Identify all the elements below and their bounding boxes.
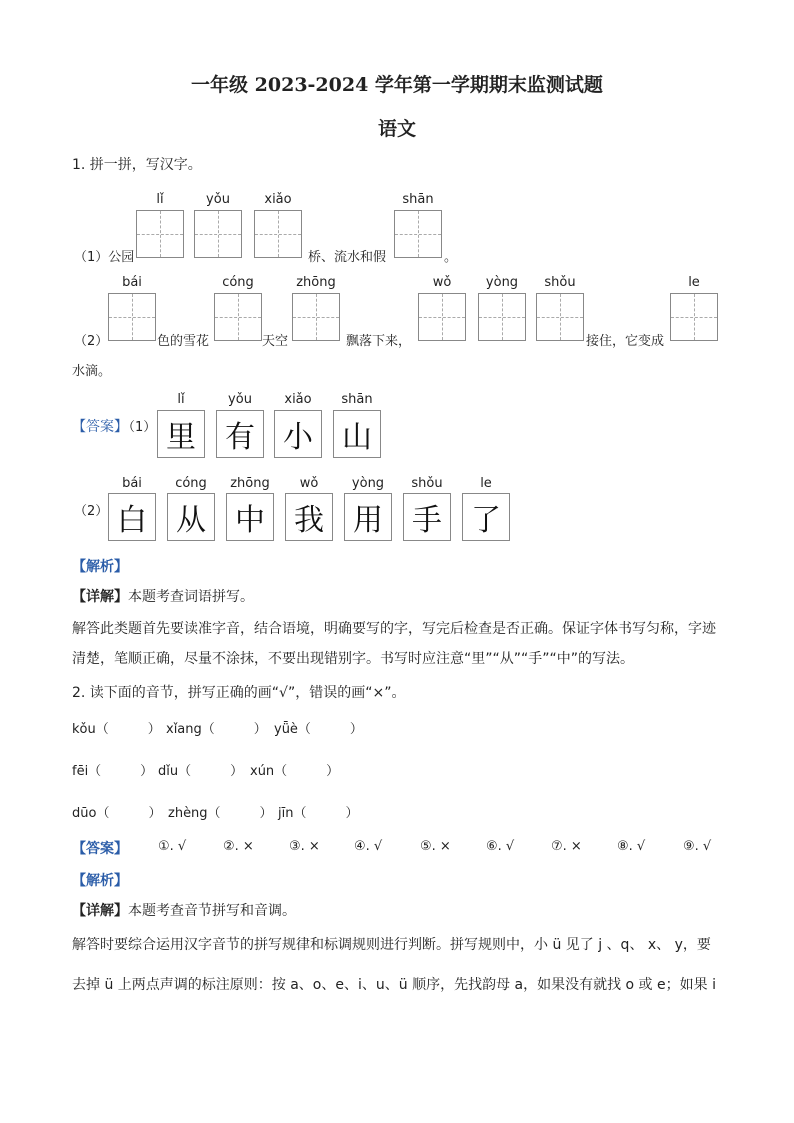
detail-line <box>72 900 296 920</box>
answer-pinyin: yǒu <box>228 392 252 407</box>
page-title: 一年级 2023-2024 学年第一学期期末监测试题 <box>191 74 603 96</box>
writing-grid[interactable] <box>670 293 718 341</box>
q2-item: dūo（ ） <box>72 806 162 821</box>
q2-item: yǖè（ ） <box>274 722 363 737</box>
answer-char: 我 <box>294 503 324 538</box>
answer-char: 中 <box>235 503 265 538</box>
explain-text: 解答时要综合运用汉字音节的拼写规律和标调规则进行判断。拼写规则中，小 ü 见了 j 、q、 x、 y，要 <box>72 937 711 953</box>
detail-text: 本题考查音节拼写和音调。 <box>128 903 296 919</box>
q2-answer: ⑨. √ <box>683 839 712 854</box>
answer-pinyin: xiǎo <box>284 392 312 407</box>
q2-item: zhèng（ ） <box>168 806 273 821</box>
answer-pinyin: shān <box>341 392 373 407</box>
writing-grid[interactable] <box>292 293 340 341</box>
answer-pinyin: cóng <box>175 476 207 491</box>
q1-line2-text: 飘落下来， <box>346 334 412 349</box>
writing-grid[interactable] <box>418 293 466 341</box>
q1-stem: 1. 拼一拼，写汉字。 <box>72 157 202 173</box>
q2-stem: 2. 读下面的音节，拼写正确的画“√”，错误的画“×”。 <box>72 685 406 701</box>
writing-grid[interactable] <box>394 210 442 258</box>
answer-char-box <box>226 493 274 541</box>
q1-pinyin: cóng <box>222 275 254 290</box>
answer-pinyin: lǐ <box>177 392 185 407</box>
writing-grid[interactable] <box>478 293 526 341</box>
q2-answer: ⑧. √ <box>617 839 646 854</box>
detail-label: 【详解】 <box>72 589 128 605</box>
answer-pinyin: bái <box>122 476 142 491</box>
q2-item: xǐang（ ） <box>166 722 267 737</box>
writing-grid[interactable] <box>194 210 242 258</box>
q1-line2-text: 接住，它变成 <box>586 334 665 349</box>
answer-char-box <box>157 410 205 458</box>
q1-pinyin: shān <box>402 192 434 207</box>
q2-item: kǒu（ ） <box>72 722 161 737</box>
answer-char: 从 <box>176 503 206 538</box>
answer-char: 小 <box>283 420 313 455</box>
q2-item: fēi（ ） <box>72 764 154 779</box>
answer-char-box <box>167 493 215 541</box>
answer-pinyin: shǒu <box>411 476 443 491</box>
answer-char: 里 <box>166 420 196 455</box>
answer-char-box <box>274 410 322 458</box>
writing-grid[interactable] <box>108 293 156 341</box>
answer-char: 有 <box>225 420 255 455</box>
analysis-label: 【解析】 <box>72 873 128 889</box>
q1-pinyin: shǒu <box>544 275 576 290</box>
q2-answer: ⑥. √ <box>486 839 515 854</box>
detail-line <box>72 586 254 606</box>
answer-char: 手 <box>412 503 442 538</box>
explain-text: 清楚，笔顺正确，尽量不涂抹，不要出现错别字。书写时应注意“里”“从”“手”“中”的写法。 <box>72 651 635 667</box>
writing-grid[interactable] <box>214 293 262 341</box>
answer-pinyin: yòng <box>351 476 385 491</box>
q2-answer: ⑦. × <box>551 839 582 854</box>
answer-pinyin: le <box>480 476 492 491</box>
answer-char: 山 <box>342 420 372 455</box>
answer-char: 白 <box>117 503 147 538</box>
answer-char-box <box>216 410 264 458</box>
q1-pinyin: wǒ <box>432 275 452 290</box>
answer-char-box <box>285 493 333 541</box>
analysis-label: 【解析】 <box>72 559 128 575</box>
answer-char-box <box>333 410 381 458</box>
q1-line3-text: 水滴。 <box>72 364 112 379</box>
answer-label: 【答案】 <box>72 841 128 857</box>
q1-line1-mid: 桥、流水和假 <box>308 250 387 265</box>
q1-pinyin: yǒu <box>206 192 230 207</box>
q1-pinyin: bái <box>122 275 142 290</box>
answer-label: 【答案】 <box>72 419 128 435</box>
writing-grid[interactable] <box>254 210 302 258</box>
detail-label: 【详解】 <box>72 903 128 919</box>
q1-line2-text: 色的雪花 <box>157 334 210 349</box>
answer-pinyin: zhōng <box>230 476 270 491</box>
answer-char: 用 <box>353 503 383 538</box>
answer-char: 了 <box>471 503 501 538</box>
q1-pinyin: zhōng <box>296 275 336 290</box>
writing-grid[interactable] <box>136 210 184 258</box>
q2-answer: ④. √ <box>354 839 383 854</box>
q2-answer: ①. √ <box>158 839 187 854</box>
detail-text: 本题考查词语拼写。 <box>128 589 254 605</box>
subject-title: 语文 <box>377 118 416 140</box>
explain-text: 解答此类题首先要读准字音，结合语境，明确要写的字，写完后检查是否正确。保证字体书写匀称，字迹 <box>72 621 716 637</box>
answer-char-box <box>403 493 451 541</box>
q1-line2-text: 天空 <box>262 334 289 349</box>
answer2-prefix: （2） <box>74 504 109 519</box>
answer-char-box <box>462 493 510 541</box>
q1-line1-end: 。 <box>444 250 458 265</box>
answer-char-box <box>344 493 392 541</box>
q1-pinyin: lǐ <box>156 192 164 207</box>
answer-char-box <box>108 493 156 541</box>
q1-pinyin: le <box>688 275 700 290</box>
q2-answer: ②. × <box>223 839 254 854</box>
explain-text: 去掉 ü 上两点声调的标注原则：按 a、o、e、i、u、ü 顺序，先找韵母 a，如果没有就找 o 或 e；如果 i <box>72 977 716 993</box>
q2-item: xún（ ） <box>250 764 340 779</box>
q2-answer: ③. × <box>289 839 320 854</box>
answer1-prefix: （1） <box>122 420 157 435</box>
q1-line1-prefix: （1）公园 <box>74 250 135 265</box>
q1-pinyin: yòng <box>485 275 519 290</box>
q1-line2-prefix: （2） <box>74 334 109 349</box>
q2-item: dǐu（ ） <box>158 764 244 779</box>
answer-pinyin: wǒ <box>299 476 319 491</box>
q2-item: jīn（ ） <box>278 806 359 821</box>
q2-answer: ⑤. × <box>420 839 451 854</box>
writing-grid[interactable] <box>536 293 584 341</box>
q1-pinyin: xiǎo <box>264 192 292 207</box>
